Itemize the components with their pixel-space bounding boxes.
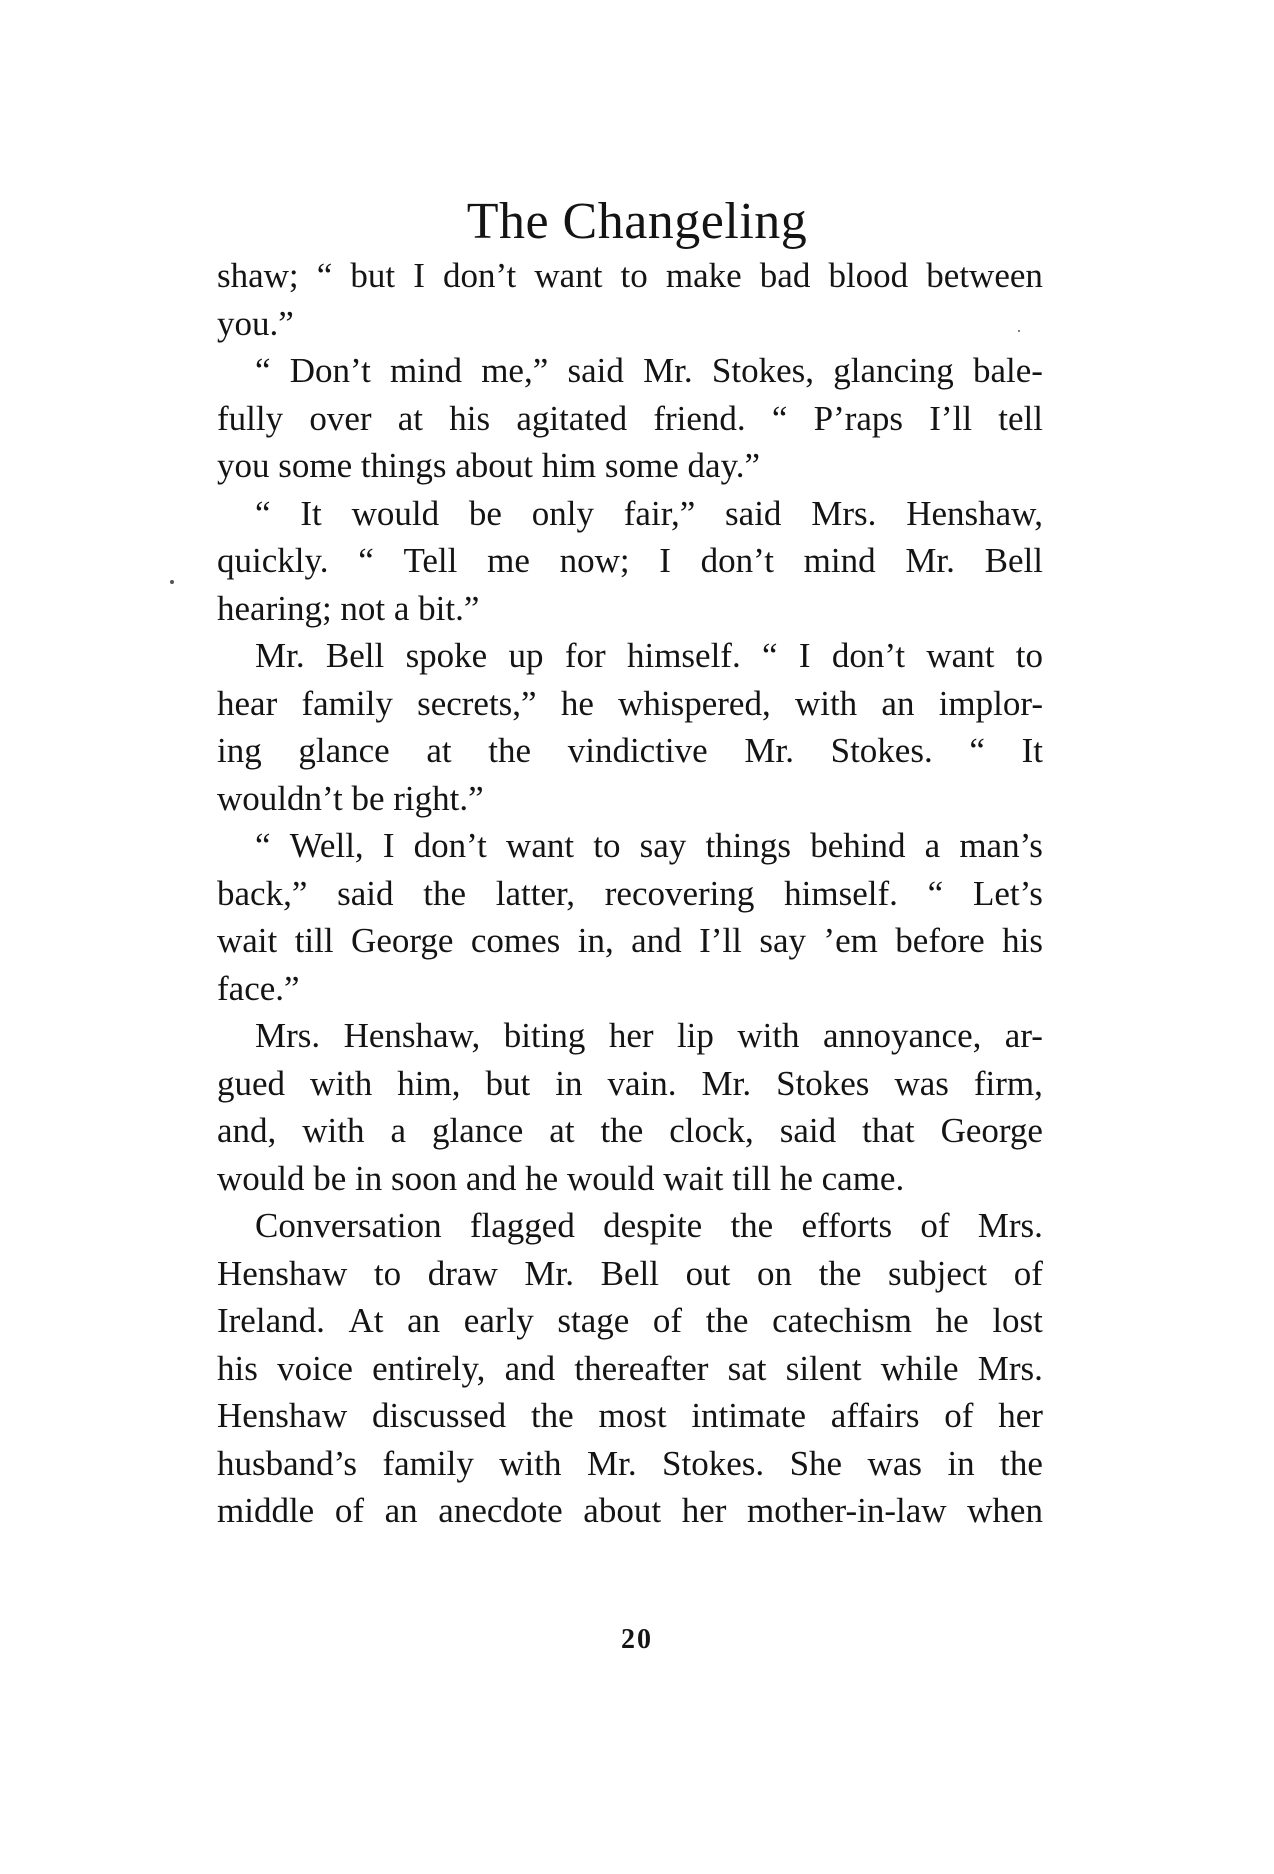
text-line: Henshaw discussed the most intimate affairs of her	[217, 1396, 1043, 1435]
text-line: his voice entirely, and thereafter sat silent while Mrs.	[217, 1348, 1043, 1388]
text-line: Henshaw to draw Mr. Bell out on the subject of	[217, 1253, 1043, 1293]
text-line: quickly. “ Tell me now; I don’t mind Mr. Bell	[217, 541, 1043, 580]
text-line: “ It would be only fair,” said Mrs. Henshaw,	[255, 493, 1043, 533]
page-number: 20	[621, 1624, 653, 1655]
paper-speck	[170, 580, 174, 584]
text-line: gued with him, but in vain. Mr. Stokes was firm,	[217, 1063, 1043, 1103]
text-line: middle of an anecdote about her mother-in-law when	[217, 1491, 1043, 1530]
text-line: “ Well, I don’t want to say things behind a man’s	[255, 826, 1043, 865]
text-line: ing glance at the vindictive Mr. Stokes. “ It	[217, 731, 1043, 770]
text-line: and, with a glance at the clock, said that George	[217, 1111, 1043, 1150]
text-line: back,” said the latter, recovering himself. “ Let’s	[217, 873, 1043, 913]
text-line: Mrs. Henshaw, biting her lip with annoyance, ar-	[255, 1016, 1043, 1055]
text-line: wait till George comes in, and I’ll say ’em before his	[217, 921, 1043, 960]
text-line: would be in soon and he would wait till he came.	[217, 1158, 905, 1198]
paper-speck	[1018, 330, 1020, 332]
body-text	[217, 252, 1043, 1535]
text-line: you.”	[217, 303, 294, 343]
text-line: hearing; not a bit.”	[217, 588, 480, 628]
text-line: fully over at his agitated friend. “ P’raps I’ll tell	[217, 398, 1043, 438]
text-line: Conversation flagged despite the efforts of Mrs.	[255, 1206, 1043, 1245]
text-line: shaw; “ but I don’t want to make bad blood between	[217, 256, 1043, 295]
text-line: hear family secrets,” he whispered, with an implor-	[217, 683, 1043, 723]
running-title: The Changeling	[466, 193, 808, 250]
text-line: Mr. Bell spoke up for himself. “ I don’t want to	[255, 636, 1043, 675]
text-line: Ireland. At an early stage of the catechism he lost	[217, 1301, 1043, 1340]
text-line: wouldn’t be right.”	[217, 778, 484, 818]
text-line: you some things about him some day.”	[217, 446, 761, 485]
text-line: face.”	[217, 968, 300, 1008]
text-line: “ Don’t mind me,” said Mr. Stokes, glancing bale-	[255, 351, 1043, 390]
text-line: husband’s family with Mr. Stokes. She was in the	[217, 1443, 1043, 1483]
